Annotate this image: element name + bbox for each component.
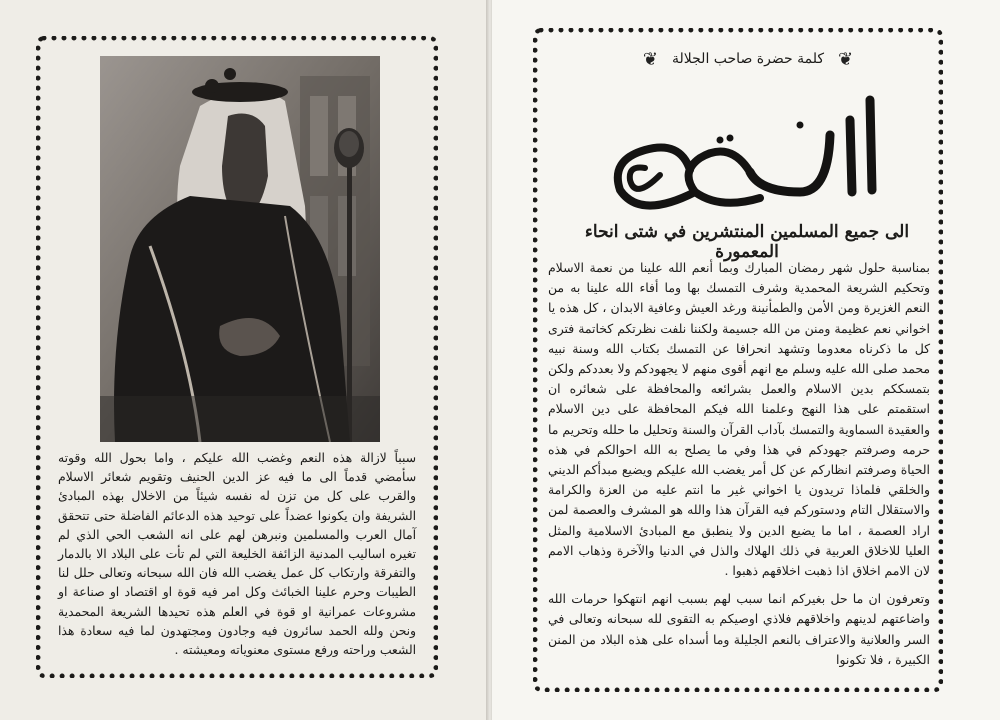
king-portrait-photo	[100, 56, 380, 442]
body-paragraph: بمناسبة حلول شهر رمضان المبارك وبما أنعم الله علينا من نعمة الاسلام وتحكيم الشريعة المحمدية وشرف التمسك بها وما أفاء الله علينا به من النعم الغزيرة ومن الأمن والطمأنينة ورغد العيش وعافية الابدان ، كل هذه يا اخواني نعم عظيمة ومنن من الله جسيمة ولكننا نلفت نظرتكم كخاتمة فترى كل ما ذكرناه معدوما وتشهد انحرافا عن التمسك بكتاب الله وسنة نبيه محمد صلى الله عليه وسلم مع انهم أقوى منهم لا يجهودكم ولا بعددكم ولكن بتمسككم بدين الاسلام والعمل بشرائعه والمحافظة على شعائره ان استقمتم على هذا النهج وعلمنا الله فيكم المحافظة على دين الاسلام والعقيدة السماوية والتمسك بآداب القرآن والسنة وتحليل ما حلله وتحريم ما حرمه وصرفتم جهودكم في هذا وفي ما يصلح به الله احوالكم في هذه الحياة وصرفتم انظاركم عن كل أمر يغضب الله عليكم ويضيع مبدأكم الديني والخلقي فلماذا تريدون يا اخواني غير ما انتم عليه من العزة والكرامة والاستقلال التام ودستوركم فيه القرآن هذا والله هو المشرف والعصمة لمن اراد العصمة ، اما ما يضيع الدين ولا ينطبق مع المبادئ الاسلامية والمثل العليا للاخلاق العربية في ذلك الهلاك والذل في الدنيا والآخرة وذهاب الامم لان الامم اخلاق اذا ذهبت اخلاقهم ذهبوا .	[548, 260, 930, 579]
ornament-icon: ❦	[642, 48, 659, 70]
ornament-icon: ❦	[838, 48, 854, 70]
calligraphy-text: الملك سعود	[750, 215, 755, 216]
header-line	[588, 46, 908, 72]
calligraphy-title	[600, 80, 900, 218]
body-paragraph: وتعرفون ان ما حل بغيركم انما سبب لهم بسبب انهم انتهكوا حرمات الله واضاعتهم لدينهم واخلاقهم فلاذي اوصيكم به التقوى لله سبحانه وتعالى في السر والعلانية والاعتراف بالنعم الجليلة وما أسداه على هذه البلاد من المنن الكبيرة ، فلا تكونوا	[548, 591, 930, 667]
left-body-text: سبباً لازالة هذه النعم وغضب الله عليكم ، واما بحول الله وقوته سأمضي قدماً الى ما فيه عز الدين الحنيف وتقويم شعائر الاسلام والقرب على كل من تزن له نفسه شيئاً من الاخلال بهذه المبادئ الشريفة وان يكونوا عضداً على توحيد هذه الدعائم الفاضلة حتى تتحقق آمال العرب والمسلمين ونبرهن لهم على انه الشعب الحي الذي لم تغيره اساليب المدنية الزائفة الخليعة التي لم تأت على البلاد الا بالدمار والتفرقة وارتكاب كل عمل يغضب الله فان الله سبحانه وتعالى حلل لنا الطيبات وحرم علينا الخبائث وكل امر فيه قوة او اقتصاد او صناعة او مشروعات عمرانية او قوة في العلم هذه تحيدها الشريعة المحمدية ونحن ولله الحمد سائرون فيه وجادون ومجتهدون لما فيه سعادة هذا الشعب وراحته ورفع مستوى معنوياته ومعيشته .	[58, 451, 416, 658]
left-page	[0, 0, 488, 720]
right-body-text	[548, 258, 930, 670]
header-title: كلمة حضرة صاحب الجلالة	[672, 51, 824, 67]
right-page	[492, 0, 1000, 720]
subtitle: الى جميع المسلمين المنتشرين في شتى انحاء المعمورة	[584, 222, 910, 262]
